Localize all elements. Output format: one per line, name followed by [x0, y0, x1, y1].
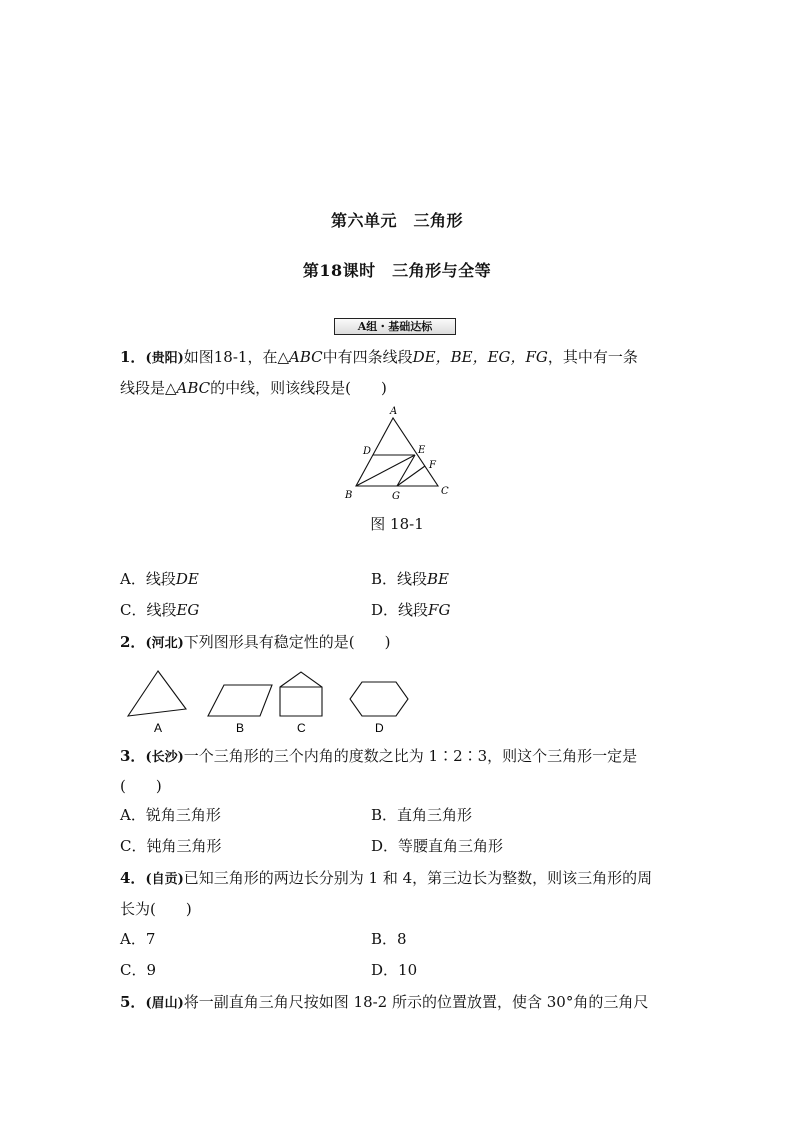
option-segment: FG	[428, 601, 451, 619]
q1-text: 的中线，则该线段是( )	[210, 379, 387, 397]
q1-line1	[120, 350, 638, 365]
q4-option-a: A．7	[120, 930, 156, 948]
q4-source: (自贡)	[145, 872, 184, 887]
option-prefix: B．线段	[371, 570, 428, 588]
q3-option-c: C．钝角三角形	[120, 837, 222, 855]
q3-text: 一个三角形的三个内角的度数之比为 1∶2∶3，则这个三角形一定是	[183, 747, 638, 765]
q2-number: 2．	[120, 633, 146, 651]
q1-text: 线段是△	[120, 379, 177, 397]
q4-text: 已知三角形的两边长分别为 1 和 4，第三边长为整数，则该三角形的周	[183, 869, 653, 887]
shape-triangle	[128, 671, 186, 716]
q1-option-a	[120, 572, 199, 587]
lesson-title: 第18课时 三角形与全等	[302, 261, 492, 280]
label-d: D	[363, 446, 372, 457]
shape-label-b: B	[236, 721, 245, 735]
q1-line2	[120, 381, 387, 396]
q5-source: (眉山)	[145, 996, 184, 1011]
section-badge: A组・基础达标	[334, 318, 456, 335]
option-prefix: D．线段	[371, 601, 429, 619]
q3-option-a: A．锐角三角形	[120, 806, 221, 824]
q1-number: 1．	[120, 348, 146, 366]
q5-text: 将一副直角三角尺按如图 18-2 所示的位置放置，使含 30°角的三角尺	[183, 993, 649, 1011]
shape-house-pentagon	[280, 672, 322, 716]
segment-fg	[397, 466, 425, 486]
label-b: B	[345, 490, 353, 501]
label-f: F	[429, 460, 436, 471]
shape-label-c: C	[297, 721, 306, 735]
q1-option-b	[371, 572, 449, 587]
unit-title: 第六单元 三角形	[330, 211, 463, 230]
q1-abc: ABC	[289, 348, 323, 366]
q2-line	[120, 635, 390, 650]
q3-option-b: B．直角三角形	[371, 806, 473, 824]
label-a: A	[390, 406, 398, 417]
q1-source: (贵阳)	[145, 351, 184, 366]
q3-number: 3．	[120, 747, 146, 765]
q2-source: (河北)	[145, 636, 184, 651]
q2-text: 下列图形具有稳定性的是( )	[183, 633, 391, 651]
q5-number: 5．	[120, 993, 146, 1011]
option-segment: DE	[175, 570, 199, 588]
q4-number: 4．	[120, 869, 146, 887]
q4-option-d: D．10	[371, 961, 418, 979]
shape-label-d: D	[375, 721, 384, 735]
shape-parallelogram	[208, 685, 272, 716]
q1-text: 如图18-1，在△	[183, 348, 289, 366]
shape-hexagon	[350, 682, 408, 716]
option-segment: EG	[176, 601, 200, 619]
q4-option-b: B．8	[371, 930, 407, 948]
option-prefix: A．线段	[120, 570, 176, 588]
label-e: E	[418, 445, 426, 456]
label-c: C	[441, 486, 449, 497]
q1-abc: ABC	[176, 379, 211, 397]
label-g: G	[392, 491, 400, 502]
q4-line2: 长为( )	[120, 900, 192, 918]
figure-18-1	[336, 402, 460, 504]
q3-source: (长沙)	[145, 750, 184, 765]
shape-label-a: A	[154, 721, 163, 735]
q4-option-c: C．9	[120, 961, 157, 979]
q1-option-c	[120, 603, 199, 618]
q1-text: 中有四条线段	[322, 348, 413, 366]
option-segment: BE	[427, 570, 450, 588]
q3-line2: ( )	[120, 777, 162, 795]
figure-caption: 图 18-1	[370, 515, 424, 533]
option-prefix: C．线段	[120, 601, 177, 619]
q2-shapes	[120, 664, 420, 738]
q5-line1	[120, 995, 648, 1010]
q3-option-d: D．等腰直角三角形	[371, 837, 504, 855]
q1-segments: DE，BE，EG，FG	[412, 348, 548, 366]
q3-line1	[120, 749, 637, 764]
q4-line1	[120, 871, 652, 886]
q1-text: ，其中有一条	[547, 348, 638, 366]
q1-option-d	[371, 603, 450, 618]
